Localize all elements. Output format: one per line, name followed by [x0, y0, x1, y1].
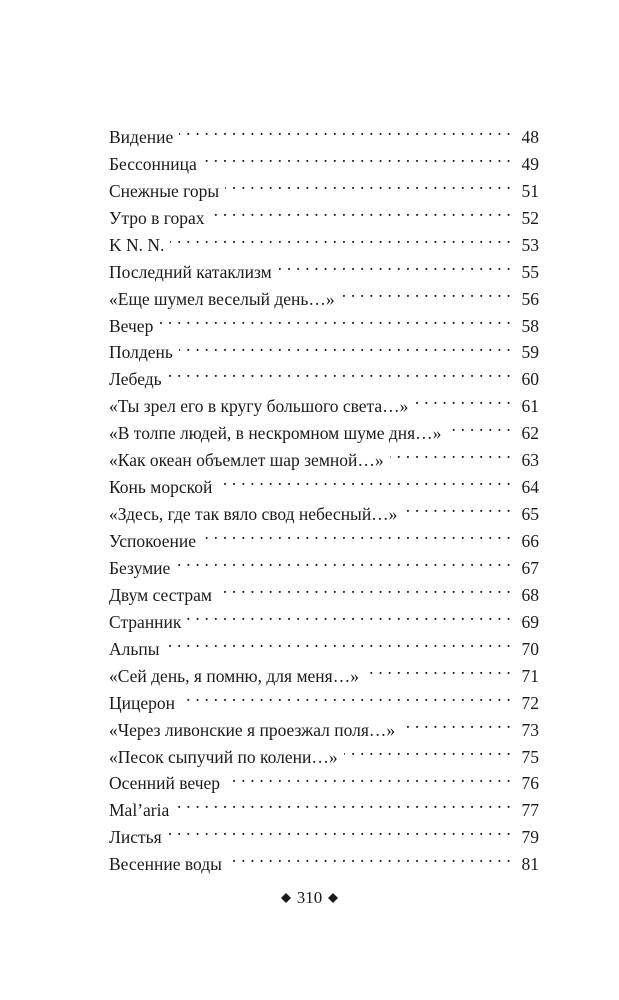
dot-leader	[168, 358, 511, 385]
toc-entry-title: Цицерон	[109, 692, 176, 713]
dot-leader	[176, 547, 511, 574]
toc-entry-title: «Ты зрел его в кругу большого света…»	[109, 396, 409, 417]
toc-entry-title: Утро в горах	[109, 207, 205, 228]
toc-entry-title: «Еще шумел веселый день…»	[109, 288, 335, 309]
toc-entry-page: 66	[521, 531, 539, 551]
dot-leader	[390, 439, 511, 466]
toc-entry-page: 71	[521, 665, 539, 686]
toc-entry-title: Альпы	[109, 638, 160, 659]
dot-leader	[168, 816, 511, 843]
dot-leader	[447, 412, 511, 439]
diamond-ornament-icon	[281, 893, 291, 903]
toc-entry-title: «Через ливонские я проезжал поля…»	[109, 719, 396, 740]
toc-entry-page: 55	[521, 261, 539, 282]
toc-entry-page: 64	[521, 477, 539, 498]
toc-entry-title: «Сей день, я помню, для меня…»	[109, 665, 359, 686]
toc-entry-page: 63	[521, 450, 539, 471]
toc-entry-page: 61	[521, 396, 539, 417]
toc-entry[interactable]	[109, 816, 539, 848]
toc-entry[interactable]	[109, 628, 539, 659]
dot-leader	[187, 601, 511, 628]
toc-entry-title: Осенний вечер	[109, 773, 221, 794]
toc-entry-title: Вечер	[109, 315, 154, 336]
toc-entry-title: Безумие	[109, 557, 171, 578]
toc-entry-page: 62	[521, 423, 539, 444]
dot-leader	[344, 736, 511, 763]
toc-entry-page: 51	[521, 180, 539, 201]
dot-leader	[181, 682, 511, 709]
toc-entry-title: Двум сестрам	[109, 584, 212, 605]
toc-entry-page: 75	[521, 746, 539, 767]
toc-entry-page: 70	[521, 638, 539, 659]
toc-entry[interactable]	[109, 305, 539, 336]
toc-entry-page: 69	[521, 611, 539, 632]
toc-entry-title: K N. N.	[109, 234, 165, 255]
dot-leader	[225, 170, 511, 197]
toc-entry-page: 72	[521, 692, 539, 713]
dot-leader	[170, 224, 511, 251]
toc-entry-title: Видение	[109, 126, 174, 147]
toc-entry-page: 60	[521, 369, 539, 390]
toc-entry-title: Полдень	[109, 342, 173, 363]
toc-entry-page: 76	[521, 773, 539, 794]
toc-entry-page: 49	[521, 153, 539, 174]
dot-leader	[218, 574, 511, 601]
toc-entry[interactable]	[109, 224, 539, 255]
toc-entry-title: Последний катаклизм	[109, 261, 272, 282]
table-of-contents	[109, 116, 539, 875]
dot-leader	[179, 332, 511, 359]
toc-entry-title: «Песок сыпучий по колени…»	[109, 746, 338, 767]
toc-entry-page: 65	[521, 504, 539, 525]
toc-entry-title: Листья	[109, 827, 162, 848]
dot-leader	[211, 197, 511, 224]
dot-leader	[414, 385, 511, 412]
toc-entry[interactable]	[109, 843, 539, 875]
toc-entry-title: Снежные горы	[109, 180, 220, 201]
dot-leader	[203, 143, 511, 170]
toc-entry-title: Успокоение	[109, 531, 197, 551]
toc-entry-page: 67	[521, 557, 539, 578]
toc-entry-page: 81	[521, 854, 539, 875]
toc-entry-page: 79	[521, 827, 539, 848]
toc-entry-page: 59	[521, 342, 539, 363]
toc-entry-title: Весенние воды	[109, 854, 222, 875]
toc-entry[interactable]	[109, 655, 539, 686]
toc-entry-page: 68	[521, 584, 539, 605]
toc-entry-title: Mal’aria	[109, 800, 170, 821]
dot-leader	[159, 305, 511, 332]
dot-leader	[175, 789, 511, 816]
toc-entry-page: 52	[521, 207, 539, 228]
toc-entry-page: 56	[521, 288, 539, 309]
toc-entry-title: «Как океан объемлет шар земной…»	[109, 450, 384, 471]
toc-entry-title: Бессонница	[109, 153, 197, 174]
toc-entry-title: «В толпе людей, в нескромном шуме дня…»	[109, 423, 442, 444]
toc-entry-page: 48	[521, 126, 539, 147]
dot-leader	[403, 493, 511, 520]
dot-leader	[165, 628, 511, 655]
toc-entry-page: 73	[521, 719, 539, 740]
dot-leader	[226, 763, 511, 790]
dot-leader	[278, 251, 511, 278]
toc-entry[interactable]	[109, 116, 539, 147]
toc-entry[interactable]	[109, 332, 539, 363]
toc-entry[interactable]	[109, 385, 539, 417]
dot-leader	[365, 655, 511, 682]
dot-leader	[202, 520, 511, 547]
dot-leader	[341, 278, 511, 305]
toc-entry[interactable]	[109, 251, 539, 282]
toc-entry-page: 77	[521, 800, 539, 821]
dot-leader	[401, 709, 511, 736]
toc-entry[interactable]	[109, 358, 539, 390]
dot-leader	[228, 843, 511, 870]
page-number: 310	[296, 888, 323, 907]
dot-leader	[218, 466, 511, 493]
toc-entry-page: 58	[521, 315, 539, 336]
toc-entry-title: «Здесь, где так вяло свод небесный…»	[109, 504, 398, 525]
toc-entry-title: Лебедь	[109, 369, 162, 390]
toc-entry-page: 53	[521, 234, 539, 255]
dot-leader	[179, 116, 511, 143]
page-footer	[0, 886, 619, 910]
diamond-ornament-icon	[328, 893, 338, 903]
toc-entry-title: Конь морской	[109, 477, 213, 498]
toc-entry-title: Странник	[109, 611, 182, 632]
